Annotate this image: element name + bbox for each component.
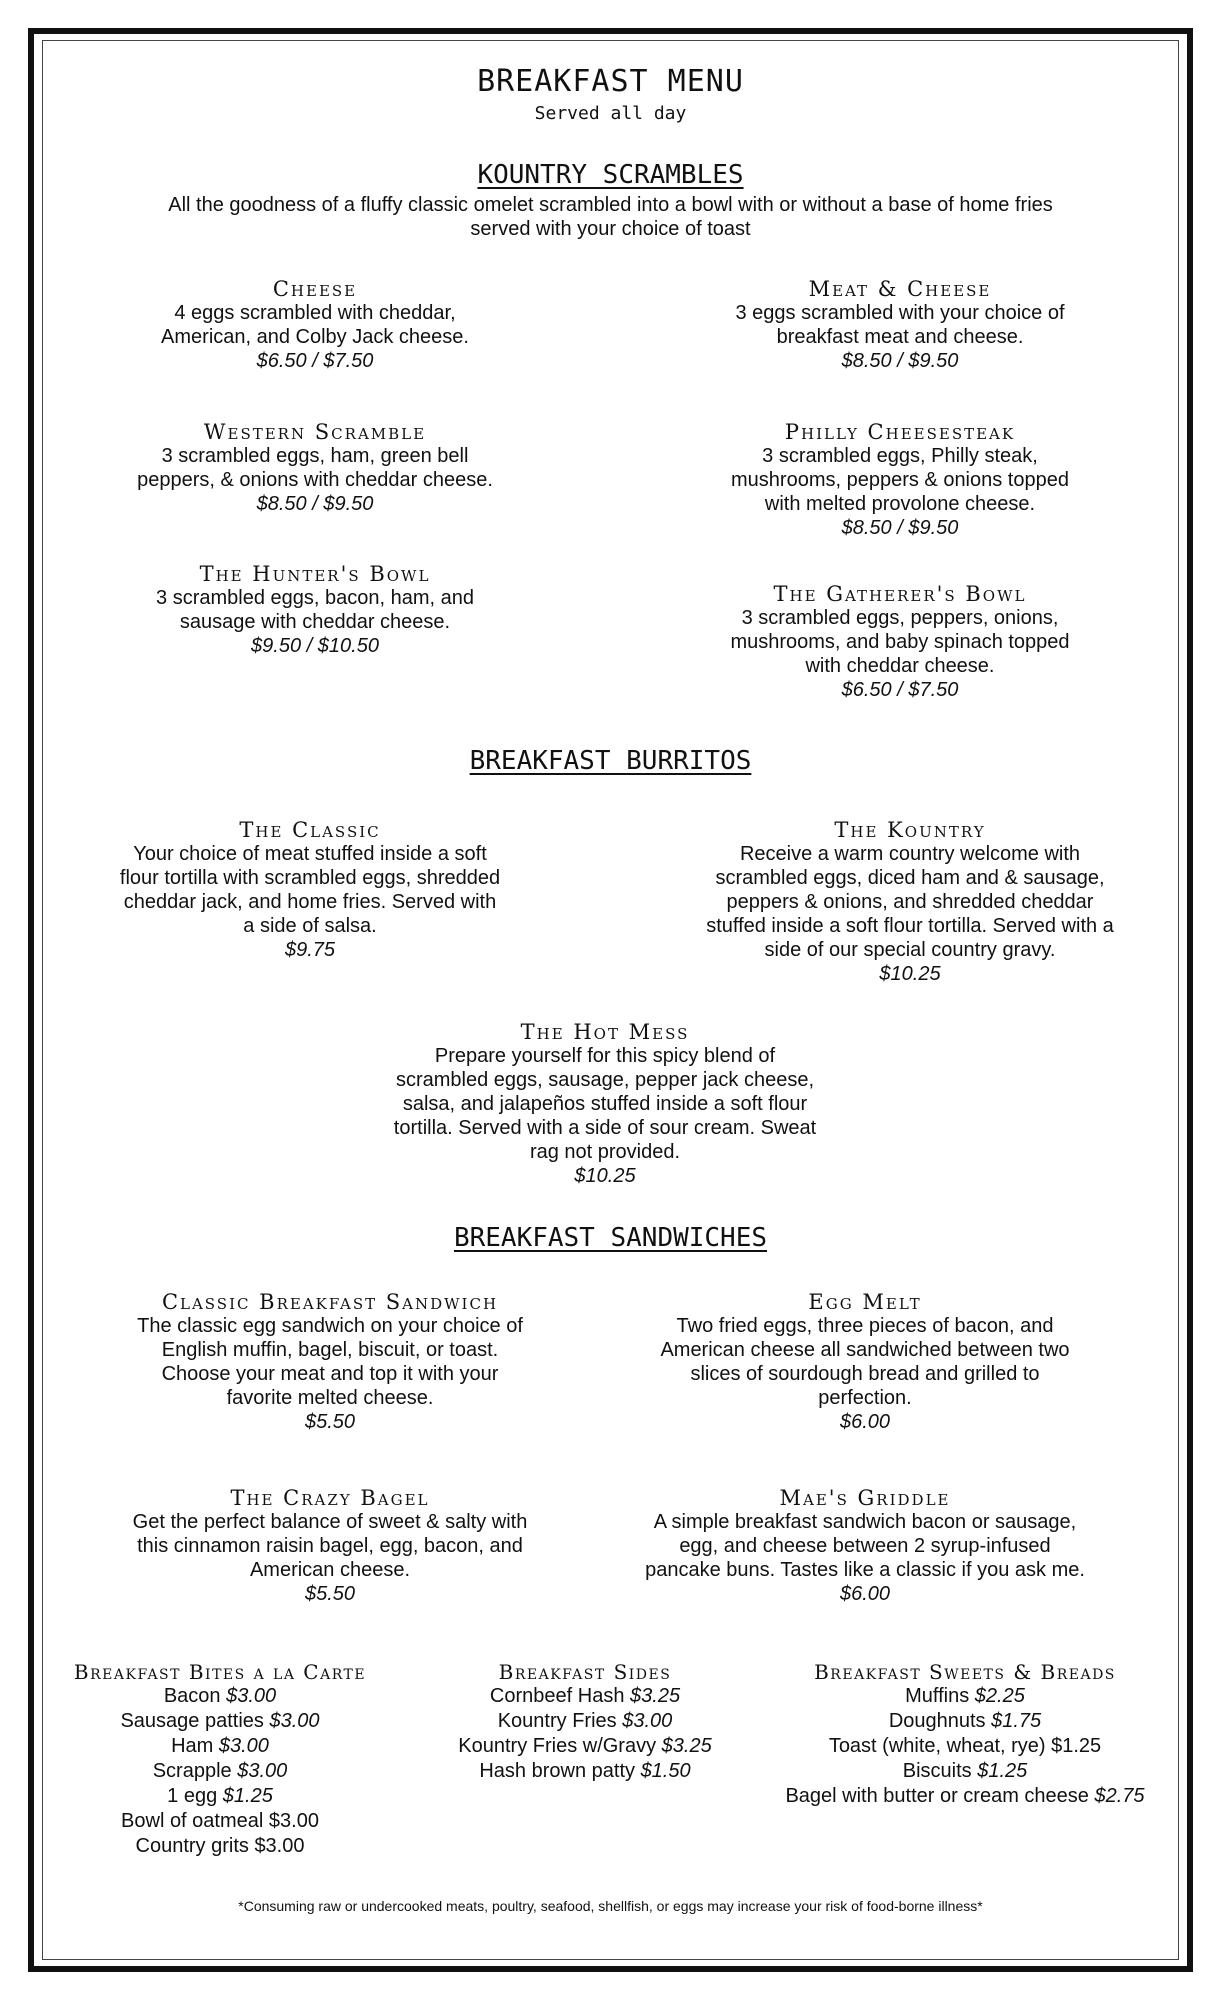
- item-desc-line: Receive a warm country welcome with: [739, 843, 1081, 865]
- menu-item-cheese: [90, 277, 540, 373]
- item-desc-line: 3 scrambled eggs, peppers, onions,: [741, 607, 1059, 629]
- item-name: Ham: [171, 1735, 214, 1757]
- item-title: The Classic: [239, 818, 381, 842]
- item-title: The Hot Mess: [520, 1020, 690, 1044]
- item-price: $1.25: [1051, 1735, 1102, 1757]
- item-desc-line: 3 scrambled eggs, Philly steak,: [762, 445, 1038, 467]
- item-title: Egg Melt: [808, 1290, 922, 1314]
- menu-item-meat-cheese: [675, 277, 1125, 373]
- food-safety-disclaimer: *Consuming raw or undercooked meats, poultry, seafood, shellfish, or eggs may increase your risk of food-borne illness*: [238, 1898, 983, 1914]
- menu-item-the-classic: [80, 818, 540, 962]
- menu-item-western-scramble: [90, 420, 540, 516]
- menu-item-the-kountry: [665, 818, 1155, 986]
- menu-item-gatherers-bowl: [675, 582, 1125, 702]
- item-price: $3.00: [254, 1835, 305, 1857]
- item-price: $5.50: [304, 1583, 356, 1605]
- item-price: $9.75: [284, 939, 336, 961]
- item-price: $6.00: [839, 1583, 891, 1605]
- item-desc-line: side of our special country gravy.: [764, 939, 1056, 961]
- item-price: $8.50 / $9.50: [841, 350, 959, 372]
- item-desc-line: American, and Colby Jack cheese.: [161, 326, 469, 348]
- item-desc-line: flour tortilla with scrambled eggs, shredded: [119, 867, 501, 889]
- item-title: Mae's Griddle: [779, 1486, 951, 1510]
- menu-item-philly-cheesesteak: [675, 420, 1125, 540]
- sweets-column: [760, 1660, 1170, 1809]
- item-price: $6.50 / $7.50: [841, 679, 959, 701]
- item-desc-line: peppers & onions, and shredded cheddar: [726, 891, 1094, 913]
- item-desc-line: with melted provolone cheese.: [764, 493, 1036, 515]
- item-desc-line: peppers, & onions with cheddar cheese.: [137, 469, 493, 491]
- item-desc-line: 4 eggs scrambled with cheddar,: [174, 302, 456, 324]
- bites-item: [50, 1759, 390, 1784]
- item-price: $1.25: [977, 1760, 1028, 1782]
- menu-item-classic-breakfast-sandwich: [100, 1290, 560, 1434]
- item-desc-line: this cinnamon raisin bagel, egg, bacon, and: [137, 1535, 523, 1557]
- menu-subtitle: Served all day: [534, 103, 687, 124]
- item-desc-line: breakfast meat and cheese.: [776, 326, 1024, 348]
- sides-column: [425, 1660, 745, 1784]
- sides-item: [425, 1759, 745, 1784]
- item-desc-line: scrambled eggs, sausage, pepper jack cheese,: [395, 1069, 815, 1091]
- item-price: $2.75: [1094, 1785, 1145, 1807]
- menu-item-egg-melt: [630, 1290, 1100, 1434]
- item-desc-line: Two fried eggs, three pieces of bacon, and: [676, 1315, 1054, 1337]
- scrambles-intro-line-2: served with your choice of toast: [470, 218, 751, 240]
- item-name: Sausage patties: [120, 1710, 264, 1732]
- sweets-item: [760, 1684, 1170, 1709]
- bites-item: [50, 1809, 390, 1834]
- bites-item: [50, 1709, 390, 1734]
- item-desc-line: salsa, and jalapeños stuffed inside a soft flour: [402, 1093, 808, 1115]
- item-desc-line: sausage with cheddar cheese.: [179, 611, 451, 633]
- item-title: Classic Breakfast Sandwich: [161, 1290, 499, 1314]
- item-price: $5.50: [304, 1411, 356, 1433]
- bites-column: [50, 1660, 390, 1859]
- bites-heading: Breakfast Bites a la Carte: [73, 1660, 367, 1684]
- item-desc-line: Get the perfect balance of sweet & salty with: [132, 1511, 528, 1533]
- item-desc-line: 3 scrambled eggs, ham, green bell: [161, 445, 469, 467]
- item-price: $2.25: [974, 1685, 1025, 1707]
- section-heading-burritos: BREAKFAST BURRITOS: [469, 746, 752, 776]
- sweets-item: [760, 1759, 1170, 1784]
- item-desc-line: scrambled eggs, diced ham and & sausage,: [715, 867, 1105, 889]
- menu-item-hunters-bowl: [90, 562, 540, 658]
- item-name: Kountry Fries w/Gravy: [458, 1735, 657, 1757]
- item-title: The Gatherer's Bowl: [773, 582, 1027, 606]
- item-desc-line: Choose your meat and top it with your: [161, 1363, 499, 1385]
- item-desc-line: The classic egg sandwich on your choice of: [137, 1315, 523, 1337]
- item-price: $3.00: [226, 1685, 277, 1707]
- item-name: Doughnuts: [888, 1710, 986, 1732]
- sweets-item: [760, 1784, 1170, 1809]
- item-desc-line: mushrooms, peppers & onions topped: [731, 469, 1069, 491]
- item-title: Philly Cheesesteak: [784, 420, 1016, 444]
- item-name: Scrapple: [152, 1760, 232, 1782]
- item-title: The Hunter's Bowl: [199, 562, 431, 586]
- item-price: $6.50 / $7.50: [256, 350, 374, 372]
- item-price: $3.00: [237, 1760, 288, 1782]
- item-desc-line: Prepare yourself for this spicy blend of: [434, 1045, 776, 1067]
- bites-item: [50, 1684, 390, 1709]
- item-price: $10.25: [879, 963, 941, 985]
- item-name: Toast (white, wheat, rye): [828, 1735, 1046, 1757]
- item-name: Hash brown patty: [479, 1760, 635, 1782]
- item-desc-line: egg, and cheese between 2 syrup-infused: [679, 1535, 1051, 1557]
- sides-heading: Breakfast Sides: [498, 1660, 672, 1684]
- sides-item: [425, 1684, 745, 1709]
- item-desc-line: pancake buns. Tastes like a classic if you ask me.: [645, 1559, 1085, 1581]
- item-title: Meat & Cheese: [808, 277, 992, 301]
- item-desc-line: A simple breakfast sandwich bacon or sausage,: [653, 1511, 1077, 1533]
- item-desc-line: 3 scrambled eggs, bacon, ham, and: [156, 587, 474, 609]
- item-desc-line: a side of salsa.: [243, 915, 377, 937]
- item-desc-line: perfection.: [818, 1387, 912, 1409]
- item-name: Bowl of oatmeal: [121, 1810, 264, 1832]
- item-price: $1.75: [991, 1710, 1042, 1732]
- menu-item-maes-griddle: [610, 1486, 1120, 1606]
- item-desc-line: favorite melted cheese.: [226, 1387, 434, 1409]
- item-desc-line: English muffin, bagel, biscuit, or toast.: [161, 1339, 499, 1361]
- sweets-heading: Breakfast Sweets & Breads: [814, 1660, 1116, 1684]
- item-price: $8.50 / $9.50: [841, 517, 959, 539]
- item-price: $3.25: [630, 1685, 681, 1707]
- sweets-item: [760, 1709, 1170, 1734]
- item-desc-line: tortilla. Served with a side of sour cream. Sweat: [393, 1117, 817, 1139]
- item-name: Cornbeef Hash: [489, 1685, 625, 1707]
- item-desc-line: American cheese.: [249, 1559, 411, 1581]
- item-desc-line: cheddar jack, and home fries. Served with: [123, 891, 497, 913]
- item-price: $1.25: [222, 1785, 273, 1807]
- bites-list: [50, 1684, 390, 1859]
- item-name: Muffins: [905, 1685, 970, 1707]
- scrambles-intro-line-1: All the goodness of a fluffy classic omelet scrambled into a bowl with or without a base of home fries: [168, 194, 1053, 216]
- item-title: The Crazy Bagel: [230, 1486, 430, 1510]
- item-desc-line: Your choice of meat stuffed inside a soft: [133, 843, 487, 865]
- item-name: Country grits: [135, 1835, 249, 1857]
- item-name: 1 egg: [167, 1785, 218, 1807]
- sides-item: [425, 1709, 745, 1734]
- item-desc-line: American cheese all sandwiched between two: [660, 1339, 1070, 1361]
- item-price: $3.00: [268, 1810, 319, 1832]
- item-desc-line: with cheddar cheese.: [805, 655, 995, 677]
- menu-item-the-hot-mess: [355, 1020, 855, 1188]
- bites-item: [50, 1784, 390, 1809]
- item-price: $3.00: [622, 1710, 673, 1732]
- menu-item-crazy-bagel: [100, 1486, 560, 1606]
- item-price: $6.00: [839, 1411, 891, 1433]
- item-price: $3.25: [661, 1735, 712, 1757]
- item-desc-line: slices of sourdough bread and grilled to: [690, 1363, 1040, 1385]
- bites-item: [50, 1734, 390, 1759]
- item-title: Cheese: [272, 277, 358, 301]
- sides-item: [425, 1734, 745, 1759]
- item-title: The Kountry: [834, 818, 986, 842]
- item-price: $9.50 / $10.50: [251, 635, 379, 657]
- item-desc-line: rag not provided.: [529, 1141, 681, 1163]
- item-desc-line: mushrooms, and baby spinach topped: [730, 631, 1070, 653]
- item-price: $3.00: [218, 1735, 269, 1757]
- section-heading-scrambles: KOUNTRY SCRAMBLES: [477, 160, 744, 190]
- item-name: Bagel with butter or cream cheese: [785, 1785, 1089, 1807]
- item-title: Western Scramble: [203, 420, 427, 444]
- sweets-item: [760, 1734, 1170, 1759]
- item-name: Bacon: [163, 1685, 221, 1707]
- section-heading-sandwiches: BREAKFAST SANDWICHES: [453, 1223, 768, 1253]
- item-desc-line: stuffed inside a soft flour tortilla. Served with a: [706, 915, 1114, 937]
- item-price: $3.00: [269, 1710, 320, 1732]
- bites-item: [50, 1834, 390, 1859]
- menu-title: BREAKFAST MENU: [477, 64, 744, 99]
- item-name: Kountry Fries: [497, 1710, 617, 1732]
- sweets-list: [760, 1684, 1170, 1809]
- item-price: $8.50 / $9.50: [256, 493, 374, 515]
- item-name: Biscuits: [902, 1760, 972, 1782]
- item-price: $1.50: [640, 1760, 691, 1782]
- item-price: $10.25: [574, 1165, 636, 1187]
- sides-list: [425, 1684, 745, 1784]
- item-desc-line: 3 eggs scrambled with your choice of: [735, 302, 1065, 324]
